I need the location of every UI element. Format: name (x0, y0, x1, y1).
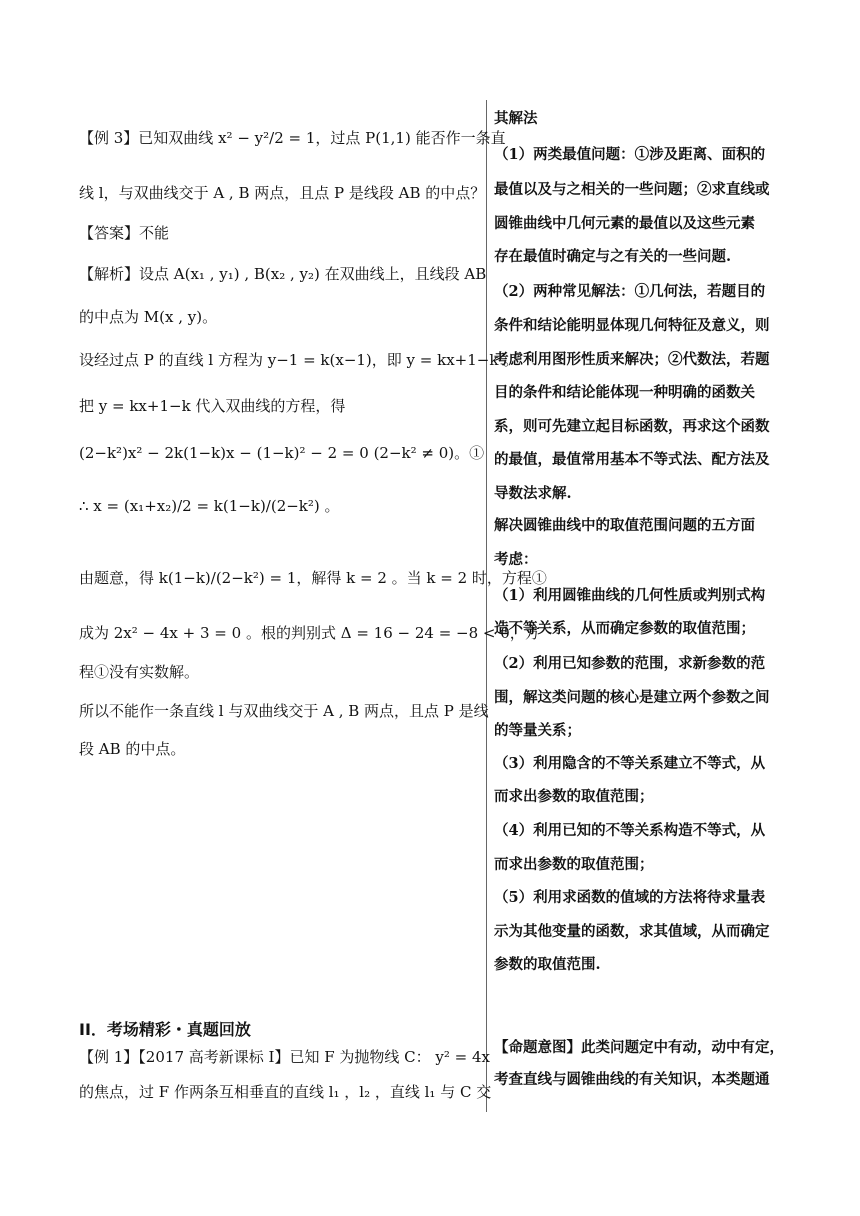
range-line-10: （4）利用已知的不等关系构造不等式，从 (494, 822, 766, 839)
method-line-12: 导数法求解. (494, 485, 572, 502)
example3-line-2: 线 l，与双曲线交于 A , B 两点，且点 P 是线段 AB 的中点？ (79, 184, 486, 202)
range-line-9: 而求出参数的取值范围； (494, 788, 654, 805)
analysis-line-2: 的中点为 M(x , y)。 (79, 308, 218, 326)
example3-line-1: 【例 3】已知双曲线 x² − y²/2 = 1，过点 P(1,1) 能否作一条直 (79, 129, 506, 147)
analysis-line-7: 程①没有实数解。 (79, 663, 200, 681)
method-line-2: （1）两类最值问题：①涉及距离、面积的 (494, 146, 766, 163)
intent-line-1: 【命题意图】此类问题定中有动，动中有定， (494, 1039, 784, 1056)
method-line-4: 圆锥曲线中几何元素的最值以及这些元素 (494, 215, 755, 232)
range-line-14: 参数的取值范围. (494, 956, 601, 973)
range-line-4: 造不等关系，从而确定参数的取值范围； (494, 620, 755, 637)
method-line-3: 最值以及与之相关的一些问题；②求直线或 (494, 181, 770, 198)
range-line-3: （1）利用圆锥曲线的几何性质或判别式构 (494, 587, 766, 604)
analysis-line-1: 【解析】设点 A(x₁ , y₁) , B(x₂ , y₂) 在双曲线上，且线段 AB (79, 265, 487, 283)
range-line-7: 的等量关系； (494, 722, 581, 739)
method-line-5: 存在最值时确定与之有关的一些问题. (494, 248, 732, 265)
method-line-8: 考虑利用图形性质来解决；②代数法，若题 (494, 351, 770, 368)
range-line-8: （3）利用隐含的不等关系建立不等式，从 (494, 755, 766, 772)
range-line-2: 考虑： (494, 551, 538, 568)
conclusion-line-2: 段 AB 的中点。 (79, 740, 186, 758)
method-line-7: 条件和结论能明显体现几何特征及意义，则 (494, 317, 770, 334)
column-divider (486, 100, 487, 1112)
range-line-13: 示为其他变量的函数，求其值域，从而确定 (494, 923, 770, 940)
analysis-line-3: 设经过点 P 的直线 l 方程为 y−1 = k(x−1)，即 y = kx+1−k 。 (79, 351, 519, 369)
range-line-11: 而求出参数的取值范围； (494, 856, 654, 873)
range-line-5: （2）利用已知参数的范围，求新参数的范 (494, 655, 766, 672)
equation-line: (2−k²)x² − 2k(1−k)x − (1−k)² − 2 = 0 (2−k² ≠ 0)。① (79, 444, 485, 462)
example1-line-1: 【例 1】【2017 高考新课标 I】已知 F 为抛物线 C： y² = 4x (79, 1048, 491, 1066)
answer-line: 【答案】不能 (79, 224, 170, 242)
x-midpoint-line: ∴ x = (x₁+x₂)/2 = k(1−k)/(2−k²) 。 (79, 497, 340, 515)
method-line-1: 其解法 (494, 110, 538, 127)
example1-line-2: 的焦点，过 F 作两条互相垂直的直线 l₁ ，l₂ ，直线 l₁ 与 C 交 (79, 1083, 492, 1101)
intent-line-2: 考查直线与圆锥曲线的有关知识，本类题通 (494, 1071, 770, 1088)
analysis-line-4: 把 y = kx+1−k 代入双曲线的方程，得 (79, 397, 346, 415)
range-line-1: 解决圆锥曲线中的取值范围问题的五方面 (494, 517, 755, 534)
analysis-line-6: 成为 2x² − 4x + 3 = 0 。根的判别式 Δ = 16 − 24 = −8 < 0，方 (79, 624, 540, 642)
method-line-9: 目的条件和结论能体现一种明确的函数关 (494, 384, 755, 401)
section-title: II．考场精彩・真题回放 (79, 1020, 251, 1039)
method-line-11: 的最值，最值常用基本不等式法、配方法及 (494, 451, 770, 468)
conclusion-line-1: 所以不能作一条直线 l 与双曲线交于 A , B 两点，且点 P 是线 (79, 702, 489, 720)
analysis-line-5: 由题意，得 k(1−k)/(2−k²) = 1，解得 k = 2 。当 k = 2 时，方程① (79, 569, 547, 587)
range-line-6: 围，解这类问题的核心是建立两个参数之间 (494, 689, 770, 706)
range-line-12: （5）利用求函数的值域的方法将待求量表 (494, 889, 766, 906)
method-line-10: 系，则可先建立起目标函数，再求这个函数 (494, 418, 770, 435)
method-line-6: （2）两种常见解法：①几何法，若题目的 (494, 283, 766, 300)
